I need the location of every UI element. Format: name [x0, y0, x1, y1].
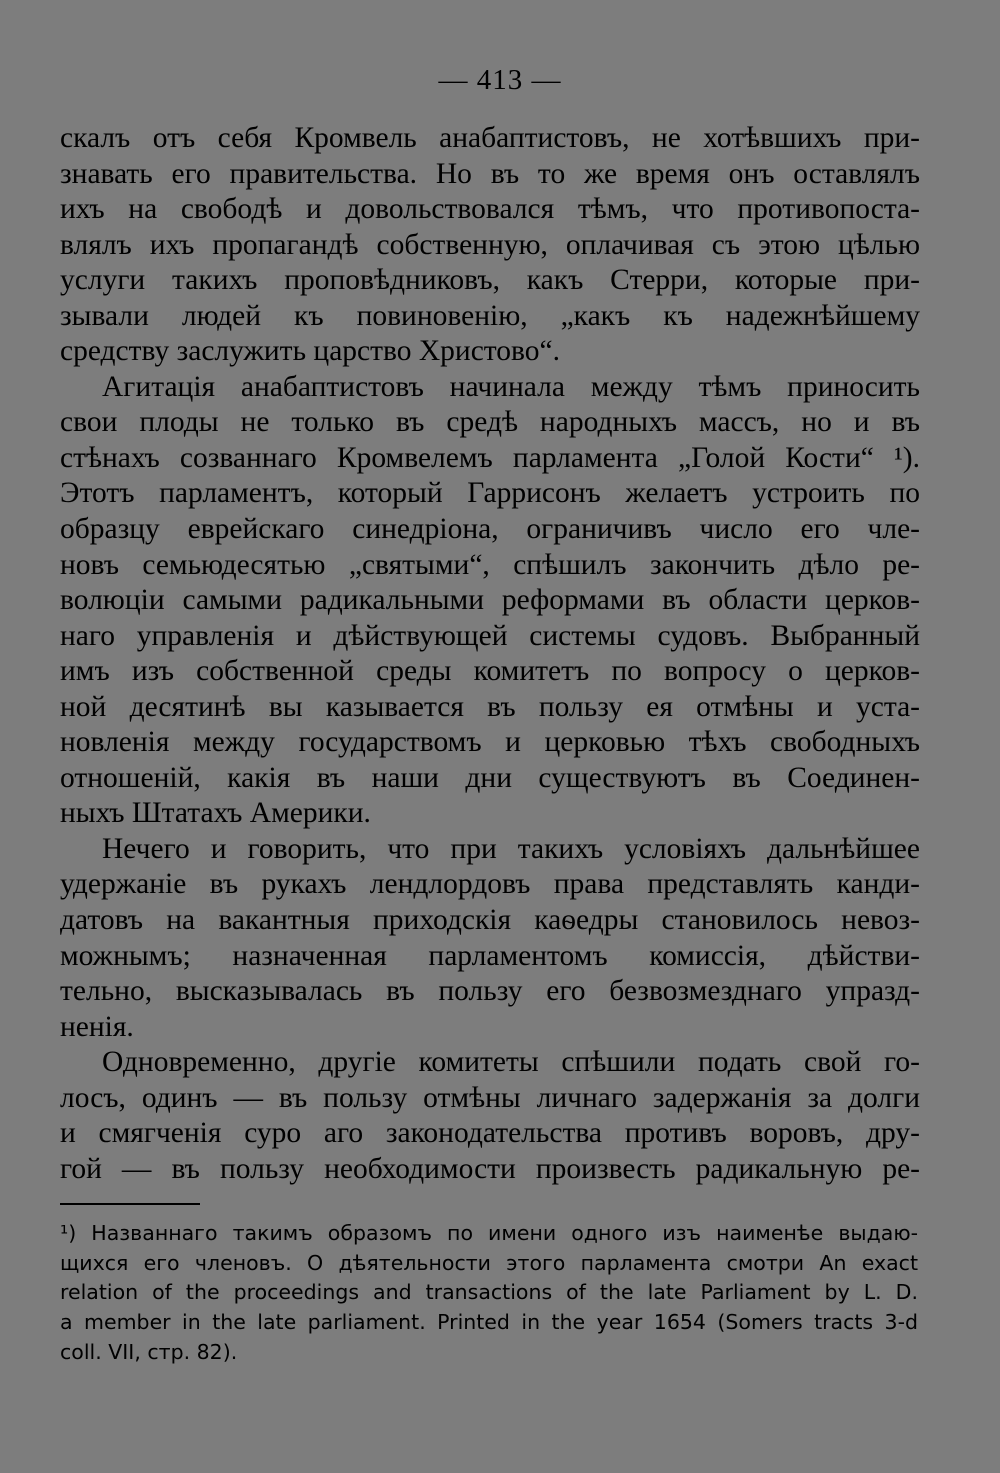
page-number: — 413 —	[438, 64, 562, 96]
text-line: услуги такихъ проповѣдниковъ, какъ Стерри, которые при-	[60, 264, 920, 297]
text-line: волюціи самыми радикальными реформами въ области церков-	[60, 584, 920, 617]
text-line: Агитація анабаптистовъ начинала между тѣмъ приносить	[102, 370, 920, 403]
text-line: и смягченія суро аго законодательства противъ воровъ, дру-	[60, 1117, 920, 1150]
text-line: ныхъ Штатахъ Америки.	[60, 797, 371, 830]
text-line: знавать его правительства. Но въ то же время онъ оставлялъ	[60, 157, 920, 190]
footnote-line: a member in the late parliament. Printed in the year 1654 (Somers tracts 3-d	[60, 1310, 918, 1335]
footnote-line: coll. VII, стр. 82).	[60, 1339, 238, 1364]
text-line: средству заслужить царство Христово“.	[60, 335, 561, 368]
text-line: отношеній, какія въ наши дни существуютъ въ Соединен-	[60, 761, 920, 794]
text-line: свои плоды не только въ средѣ народныхъ массъ, но и въ	[60, 406, 920, 439]
text-line: Нечего и говорить, что при такихъ условіяхъ дальнѣйшее	[102, 832, 920, 865]
text-line: наго управленія и дѣйствующей системы судовъ. Выбранный	[60, 619, 920, 652]
text-line: датовъ на вакантныя приходскія каѳедры становилось невоз-	[60, 904, 920, 937]
text-line: лосъ, одинъ — въ пользу отмѣны личнаго задержанія за долги	[60, 1081, 920, 1114]
text-line: имъ изъ собственной среды комитетъ по вопросу о церков-	[60, 655, 920, 688]
text-line: можнымъ; назначенная парламентомъ комиссія, дѣйстви-	[60, 939, 920, 972]
footnote-divider	[60, 1203, 200, 1205]
text-line: стѣнахъ созваннаго Кромвелемъ парламента „Голой Кости“ ¹).	[60, 441, 920, 474]
text-line: ихъ на свободѣ и довольствовался тѣмъ, что противопоста-	[60, 193, 920, 226]
footnote-line: ¹) Названнаго такимъ образомъ по имени одного изъ наименѣе выдаю-	[60, 1221, 918, 1245]
text-line: тельно, высказывалась въ пользу его безвозмезднаго упразд-	[60, 975, 920, 1008]
text-line: ной десятинѣ вы казывается въ пользу ея отмѣны и уста-	[60, 690, 920, 723]
text-line: Одновременно, другіе комитеты спѣшили подать свой го-	[102, 1046, 920, 1079]
text-line: влялъ ихъ пропагандѣ собственную, оплачивая съ этою цѣлью	[60, 228, 920, 261]
text-line: удержаніе въ рукахъ лендлордовъ права представлять канди-	[60, 868, 920, 901]
text-line: образцу еврейскаго синедріона, ограничивъ число его чле-	[60, 513, 920, 546]
text-line: скалъ отъ себя Кромвель анабаптистовъ, не хотѣвшихъ при-	[60, 122, 920, 154]
text-line: новъ семьюдесятью „святыми“, спѣшилъ закончить дѣло ре-	[60, 548, 920, 581]
footnote-line: щихся его членовъ. О дѣятельности этого парламента смотри An exact	[60, 1250, 918, 1275]
text-line: Этотъ парламентъ, который Гаррисонъ желаетъ устроить по	[60, 477, 920, 510]
footnotes	[60, 1219, 918, 1367]
text-line: зывали людей къ повиновенію, „какъ къ надежнѣйшему	[60, 299, 920, 332]
body-text	[60, 121, 920, 1187]
footnote-line: relation of the proceedings and transactions of the late Parliament by L. D.	[60, 1280, 918, 1305]
text-line: гой — въ пользу необходимости произвесть радикальную ре-	[60, 1152, 920, 1185]
text-line: ненія.	[60, 1010, 134, 1043]
text-line: новленія между государствомъ и церковью тѣхъ свободныхъ	[60, 726, 920, 759]
